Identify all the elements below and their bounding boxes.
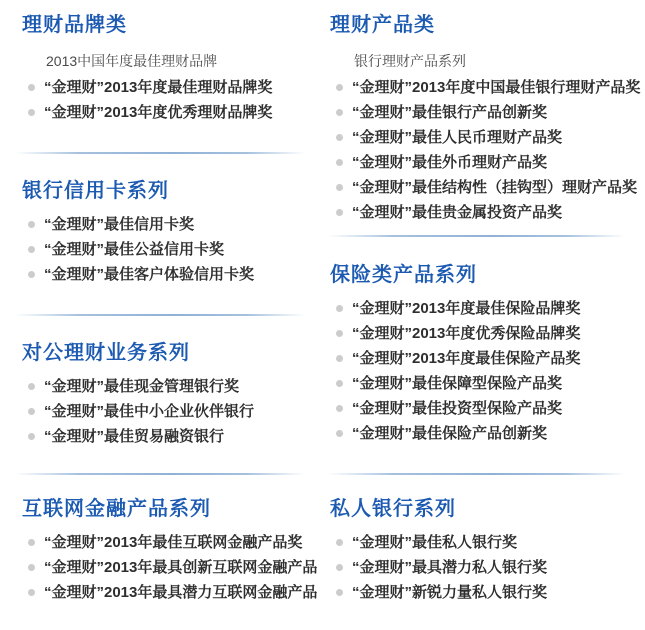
section-corporate-finance	[22, 342, 320, 453]
award-list	[22, 216, 320, 284]
bullet-icon	[28, 564, 35, 571]
section-title: 理财品牌类	[22, 14, 127, 36]
award-item	[330, 179, 643, 197]
section-title: 互联网金融产品系列	[22, 498, 211, 520]
award-item	[22, 266, 320, 284]
bullet-icon	[336, 405, 343, 412]
section-subtitle: 银行理财产品系列	[354, 53, 466, 69]
award-item-label: “金理财”最佳结构性（挂钩型）理财产品奖	[352, 179, 638, 196]
award-item-label: “金理财”最佳贸易融资银行	[44, 428, 225, 445]
bullet-icon	[336, 589, 343, 596]
bullet-icon	[336, 564, 343, 571]
award-list	[330, 300, 643, 443]
award-item	[330, 79, 643, 97]
bullet-icon	[336, 84, 343, 91]
bullet-icon	[28, 246, 35, 253]
bullet-icon	[28, 433, 35, 440]
section-divider	[15, 314, 305, 316]
section-insurance	[330, 264, 643, 450]
award-item	[22, 241, 320, 259]
section-title: 保险类产品系列	[330, 264, 477, 286]
award-item	[330, 300, 643, 318]
award-item-label: “金理财”最佳人民币理财产品奖	[352, 129, 563, 146]
bullet-icon	[336, 159, 343, 166]
award-item	[330, 204, 643, 222]
award-item-label: “金理财”2013年最具潜力互联网金融产品	[44, 584, 318, 601]
section-subtitle: 2013中国年度最佳理财品牌	[46, 53, 218, 69]
award-item-label: “金理财”2013年最佳互联网金融产品奖	[44, 534, 303, 551]
bullet-icon	[28, 109, 35, 116]
award-item-label: “金理财”最佳公益信用卡奖	[44, 241, 225, 258]
bullet-icon	[336, 109, 343, 116]
award-item	[330, 325, 643, 343]
award-item	[22, 559, 320, 577]
award-item-label: “金理财”最佳保险产品创新奖	[352, 425, 548, 442]
award-item	[330, 559, 643, 577]
award-list	[330, 534, 643, 602]
award-item-label: “金理财”最具潜力私人银行奖	[352, 559, 548, 576]
award-item	[22, 79, 320, 97]
section-divider	[15, 152, 305, 154]
bullet-icon	[336, 430, 343, 437]
award-item	[22, 403, 320, 421]
bullet-icon	[336, 305, 343, 312]
bullet-icon	[336, 330, 343, 337]
bullet-icon	[28, 221, 35, 228]
bullet-icon	[28, 84, 35, 91]
award-item	[22, 104, 320, 122]
section-wealth-product	[330, 14, 643, 229]
award-item-label: “金理财”最佳投资型保险产品奖	[352, 400, 563, 417]
award-item-label: “金理财”最佳外币理财产品奖	[352, 154, 548, 171]
award-item-label: “金理财”新锐力量私人银行奖	[352, 584, 548, 601]
section-title: 私人银行系列	[330, 498, 456, 520]
award-item	[330, 584, 643, 602]
bullet-icon	[336, 539, 343, 546]
award-item	[330, 400, 643, 418]
award-item	[22, 534, 320, 552]
award-item-label: “金理财”最佳私人银行奖	[352, 534, 518, 551]
section-title: 对公理财业务系列	[22, 342, 190, 364]
section-credit-card	[22, 180, 320, 291]
award-item	[22, 584, 320, 602]
award-item-label: “金理财”最佳保障型保险产品奖	[352, 375, 563, 392]
section-title: 理财产品类	[330, 14, 435, 36]
award-item	[22, 428, 320, 446]
section-divider	[15, 473, 305, 475]
award-item	[330, 129, 643, 147]
award-item-label: “金理财”2013年最具创新互联网金融产品	[44, 559, 318, 576]
section-title: 银行信用卡系列	[22, 180, 169, 202]
award-item-label: “金理财”2013年度最佳保险产品奖	[352, 350, 581, 367]
section-wealth-brand	[22, 14, 320, 129]
award-item-label: “金理财”2013年度优秀理财品牌奖	[44, 104, 273, 121]
award-item-label: “金理财”最佳银行产品创新奖	[352, 104, 548, 121]
bullet-icon	[336, 134, 343, 141]
right-column	[330, 0, 643, 630]
award-item	[330, 154, 643, 172]
award-list	[22, 378, 320, 446]
award-list	[330, 79, 643, 222]
award-item	[330, 350, 643, 368]
bullet-icon	[28, 271, 35, 278]
award-list	[22, 79, 320, 122]
award-item	[22, 378, 320, 396]
section-divider	[328, 473, 625, 475]
bullet-icon	[28, 589, 35, 596]
award-item-label: “金理财”2013年度最佳保险品牌奖	[352, 300, 581, 317]
award-item	[22, 216, 320, 234]
award-item-label: “金理财”最佳客户体验信用卡奖	[44, 266, 255, 283]
bullet-icon	[336, 209, 343, 216]
award-item	[330, 425, 643, 443]
award-item-label: “金理财”最佳现金管理银行奖	[44, 378, 240, 395]
section-divider	[328, 235, 625, 237]
award-item-label: “金理财”最佳中小企业伙伴银行	[44, 403, 255, 420]
award-item-label: “金理财”最佳信用卡奖	[44, 216, 195, 233]
bullet-icon	[336, 380, 343, 387]
bullet-icon	[28, 408, 35, 415]
award-item-label: “金理财”2013年度中国最佳银行理财产品奖	[352, 79, 641, 96]
award-item	[330, 375, 643, 393]
bullet-icon	[28, 383, 35, 390]
bullet-icon	[28, 539, 35, 546]
award-item	[330, 104, 643, 122]
award-item	[330, 534, 643, 552]
award-item-label: “金理财”最佳贵金属投资产品奖	[352, 204, 563, 221]
award-list	[22, 534, 320, 602]
bullet-icon	[336, 355, 343, 362]
bullet-icon	[336, 184, 343, 191]
award-item-label: “金理财”2013年度最佳理财品牌奖	[44, 79, 273, 96]
section-private-banking	[330, 498, 643, 609]
award-item-label: “金理财”2013年度优秀保险品牌奖	[352, 325, 581, 342]
section-internet-finance	[22, 498, 320, 609]
